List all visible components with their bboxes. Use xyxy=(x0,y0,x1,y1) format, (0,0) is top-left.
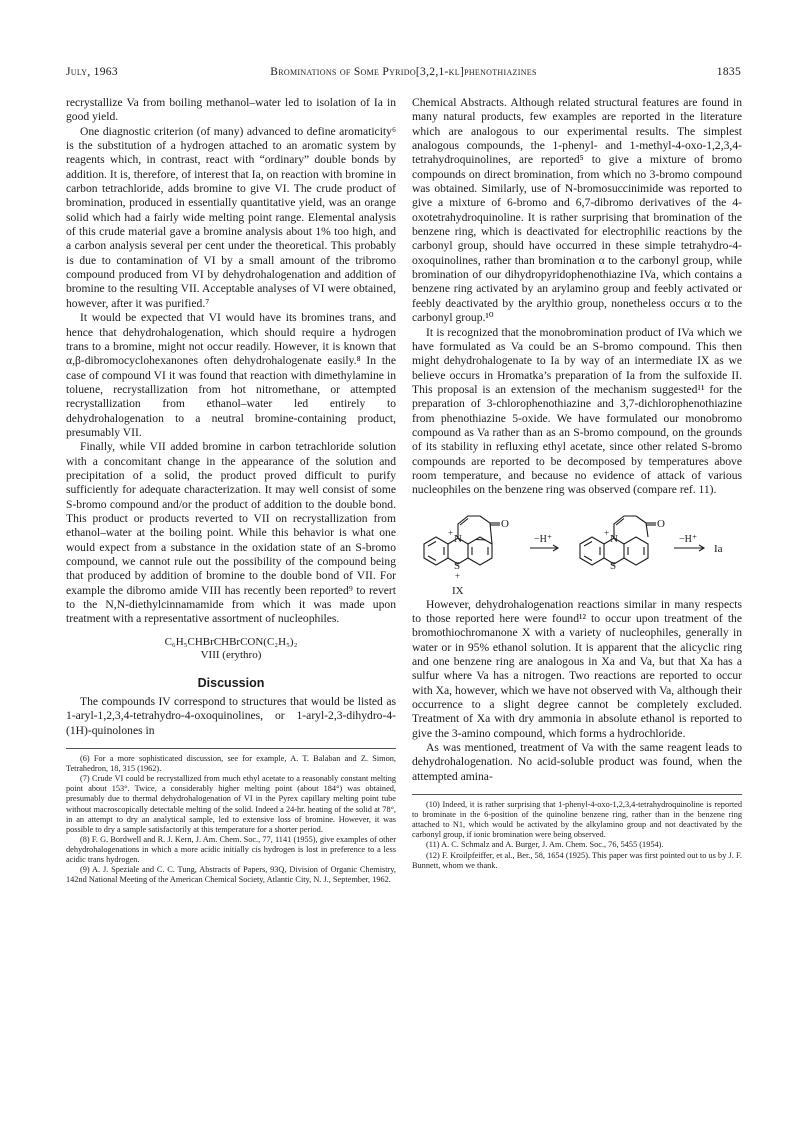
charge-plus-2: + xyxy=(455,570,461,581)
journal-date: July, 1963 xyxy=(66,66,118,78)
paragraph: recrystallize Va from boiling methanol–water led to isolation of Ia in good yield. xyxy=(66,96,396,124)
page-header xyxy=(66,66,741,82)
footnote: (7) Crude VI could be recrystallized from much ethyl acetate to a reasonably constant melting point about 153°. Twice, a considerably higher melting point (about 184°) was obtained, presumably due to thermal dehydrohalogenation of VI in the Pyrex capillary melting point tube without macroscopically detectable melting of the solid. Indeed a 24-hr. heating of the solid at 78°, in an attempt to dry an analytical sample, led to extensive loss of bromine. However, it was possible to dry a sample satisfactorily at this temperature for a shorter period. xyxy=(66,774,396,834)
product-label-ia: Ia xyxy=(714,542,723,555)
arrow-1-label: −H⁺ xyxy=(534,533,553,545)
paragraph: As was mentioned, treatment of Va with the same reagent leads to dehydrohalogenation. No acid-soluble product was found, when the attempted amina- xyxy=(412,741,742,783)
paragraph: However, dehydrohalogenation reactions similar in many respects to those reported here were found¹² to occur upon treatment of the bromothiochromanone X with a variety of nucleophiles, generally in water or in 95% ethanol solution. It is apparent that the alicyclic ring and one benzene ring are analogous in Xa and Va, but that Xa has a sulfur where Va has a nitrogen. Two reactions are reported to occur with Xa, however, which we have not observed with Va, although their occurrence to a slight degree cannot be completely excluded. Treatment of Xa with dry ammonia in absolute ethanol is reported to give the 3-amino compound, which forms a hydrochloride. xyxy=(412,597,742,740)
footnote-separator xyxy=(66,748,396,749)
running-title: Brominations of Some Pyrido[3,2,1-kl]phenothiazines xyxy=(270,66,537,78)
charge-plus-3: + xyxy=(604,527,610,538)
right-column xyxy=(412,96,742,871)
page-number: 1835 xyxy=(716,66,741,78)
footnote: (6) For a more sophisticated discussion, see for example, A. T. Balaban and Z. Simon, Tetrahedron, 18, 315 (1962). xyxy=(66,754,396,774)
reaction-scheme-drawing xyxy=(412,506,742,598)
reaction-scheme xyxy=(412,506,742,598)
section-heading-discussion: Discussion xyxy=(197,675,265,690)
paragraph: Chemical Abstracts. Although related structural features are found in many natural products, few examples are reported in the literature which are analogous to our experimental results. The simplest analogous compounds, the 1-phenyl- and 1-methyl-4-oxo-1,2,3,4-tetrahydroquinolines, are reported⁵ to give a mixture of bromo compounds on direct bromination, from which no 3-bromo compound was obtained. Similarly, use of N-bromosuccinimide was reported to give a mixture of 6-bromo and 6,7-dibromo derivatives of the 4-oxotetrahydroquinoline. It is rather surprising that bromination of the benzene ring, which is deactivated for electrophilic reactions by the carbonyl group, should have occurred in these simple tetrahydro-4-oxoquinolines, rather than bromination α to the carbonyl group, while bromination of our dihydropyridophenothiazine IVa, which contains a benzene ring activated by an arylamino group and feebly activated or feebly deactivated by the arylthio group, nonetheless occurs α to the carbonyl group.¹⁰ xyxy=(412,96,742,325)
atom-s-1: S xyxy=(454,559,461,572)
paragraph: The compounds IV correspond to structures that would be listed as 1-aryl-1,2,3,4-tetrahydro-4-oxoquinolines, or 1-aryl-2,3-dihydro-4-(1H)-quinolones in xyxy=(66,695,396,737)
atom-n-2: N xyxy=(610,532,618,545)
compound-label-ix: IX xyxy=(452,584,464,597)
formula-viii: C₆H₅CHBrCHBrCON(C₂H₅)₂ xyxy=(164,635,298,648)
footnote: (11) A. C. Schmalz and A. Burger, J. Am. Chem. Soc., 76, 5455 (1954). xyxy=(426,840,664,850)
paragraph: Finally, while VII added bromine in carbon tetrachloride solution with a concomitant change in the appearance of the solution and precipitation of a solid, the product proved difficult to purify sufficiently for adequate characterization. It may well consist of some S-bromo compound and/or the product of addition to the double bond. This product or products reverted to VII on recrystallization from ethanol–water at the boiling point. While this behavior is what one would expect from a substance in the oxidation state of an S-bromo compound, we cannot rule out the possibility of the compound being that produced by addition of bromine to the double bond of VII. For example the dibromo amide VIII has recently been reported⁹ to revert to the N,N-diethylcinnamamide from which it was made upon treatment with a representative assortment of nucleophiles. xyxy=(66,440,396,626)
paragraph: It would be expected that VI would have its bromines trans, and hence that dehydrohalogenation, which should require a hydrogen trans to a bromine, might not occur readily. However, it is known that α,β-dibromocyclohexanones often dehydrohalogenate easily.⁸ In the case of compound VI it was found that reaction with dimethylamine in toluene, recrystallization from hot nitromethane, or attempted recrystallization from ethanol–water led entirely to dehydrohalogenation to a neutral bromine-containing product, presumably VII. xyxy=(66,311,396,439)
formula-block xyxy=(66,636,396,663)
paragraph: One diagnostic criterion (of many) advanced to define aromaticity⁶ is the substitution of a hydrogen attached to an aromatic system by reagents which, in contrast, react with “ordinary” double bonds by addition. It is, therefore, of interest that Ia, on reaction with bromine in carbon tetrachloride, adds bromine to give VI. The crude product of bromination, produced in essentially quantitative yield, was an orange solid which had a fairly wide melting point range. Elemental analysis of this crude material gave a bromine analysis about 1% too high, and a carbon analysis several per cent under the theoretical. This probably is due to contamination of VI by a small amount of the tribromo compound produced from VI by dehydrohalogenation and addition of bromine to the resulting VII. Acceptable analyses of VI were obtained, however, after it was purified.⁷ xyxy=(66,124,396,310)
atom-s-2: S xyxy=(610,559,617,572)
paragraph: It is recognized that the monobromination product of IVa which we have formulated as Va could be an S-bromo compound. This then might dehydrohalogenate to Ia by way of an intermediate IX as we believe occurs in Hromatka’s preparation of Ia from the sulfoxide II. This proposal is an extension of the mechanism suggested¹¹ for the preparation of 3-chlorophenothiazine and 3,7-dichlorophenothiazine from phenothiazine 5-oxide. We have formulated our monobromo compound as Va rather than as an S-bromo compound, on the grounds of its stability in refluxing ethyl acetate, since other related S-bromo compounds are reported to be decomposed by temperatures above room temperature, and because no evidence of attack of various nucleophiles on the benzene ring was observed (compare ref. 11). xyxy=(412,325,742,497)
footnote: (10) Indeed, it is rather surprising that 1-phenyl-4-oxo-1,2,3,4-tetrahydroquinoline is reported to brominate in the 6-position of the quinoline benzene ring, rather than in the benzene ring attached to N1, which would be activated by the alkylamino group and not deactivated by the carbonyl group, if ionic bromination were being observed. xyxy=(412,800,742,840)
footnote: (8) F. G. Bordwell and R. J. Kern, J. Am. Chem. Soc., 77, 1141 (1955), give examples of other dehydrohalogenations in which a more acidic initially cis hydrogen is lost in preference to a less acidic trans hydrogen. xyxy=(66,834,396,865)
atom-o-2: O xyxy=(657,517,665,530)
atom-o-1: O xyxy=(501,517,509,530)
footnote: (12) F. Kroilpfeiffer, et al., Ber., 58, 1654 (1925). This paper was first pointed out to us by J. F. Bunnett, whom we thank. xyxy=(412,850,742,870)
formula-viii-label: VIII (erythro) xyxy=(200,649,262,662)
charge-plus-1: + xyxy=(448,527,454,538)
footnote: (9) A. J. Speziale and C. C. Tung, Abstracts of Papers, 93Q, Division of Organic Chemistry, 142nd National Meeting of the American Chemical Society, Atlantic City, N. J., September, 1962. xyxy=(66,865,396,885)
left-column xyxy=(66,96,396,885)
arrow-2-label: −H⁺ xyxy=(679,533,698,545)
atom-n-1: N xyxy=(454,532,462,545)
footnote-separator xyxy=(412,794,742,795)
